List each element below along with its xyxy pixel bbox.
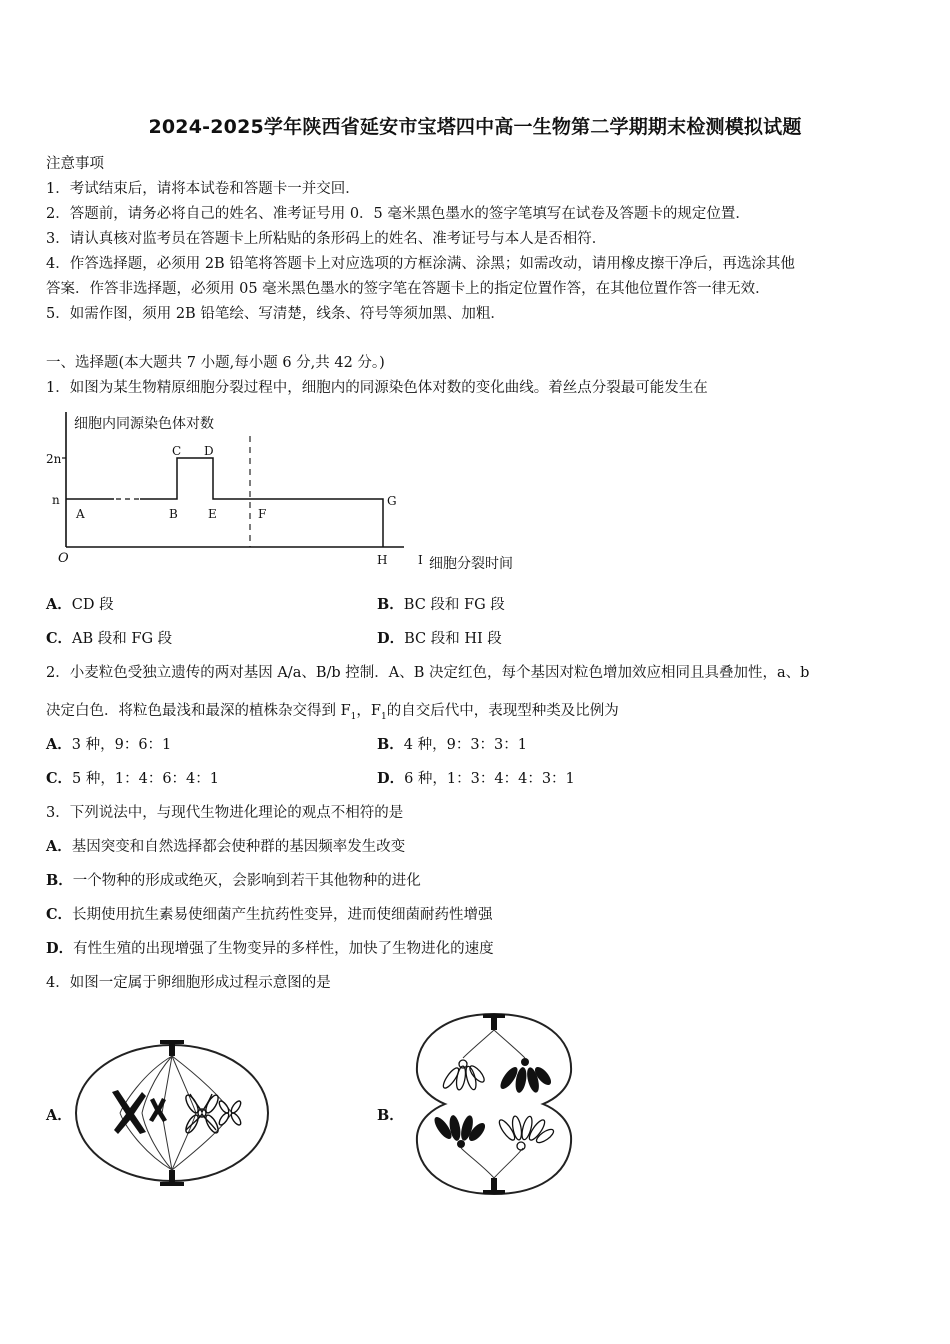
option-label: A．	[46, 596, 72, 613]
point-I: I	[418, 553, 423, 567]
chart-xlabel: 细胞分裂时间	[429, 556, 513, 572]
point-A: A	[76, 507, 85, 521]
q3-option-b[interactable]	[46, 869, 421, 890]
option-label: C．	[46, 906, 73, 923]
option-label: D．	[46, 940, 74, 957]
ytick-n: n	[52, 493, 60, 507]
point-F: F	[258, 507, 267, 521]
option-text: 有性生殖的出现增强了生物变异的多样性，加快了生物进化的速度	[73, 941, 494, 957]
option-label: C．	[46, 770, 73, 787]
q4-stem: 4．如图一定属于卵细胞形成过程示意图的是	[46, 975, 331, 991]
section-heading: 一、选择题(本大题共 7 小题,每小题 6 分,共 42 分。)	[46, 355, 385, 371]
point-G: G	[387, 494, 397, 508]
point-C: C	[172, 444, 182, 458]
notice-item-1: 1．考试结束后，请将本试卷和答题卡一并交回．	[46, 181, 360, 197]
point-E: E	[208, 507, 217, 521]
option-text: 一个物种的形成或绝灭，会影响到若干其他物种的进化	[72, 873, 421, 889]
option-label: D．	[377, 630, 405, 647]
option-label: B．	[377, 1107, 404, 1124]
q3-option-a[interactable]	[46, 835, 405, 856]
q1-option-d[interactable]	[377, 627, 502, 648]
notice-item-4: 4．作答选择题，必须用 2B 铅笔将答题卡上对应选项的方框涂满、涂黑；如需改动，请用橡皮擦干净后，再选涂其他	[46, 256, 795, 272]
q4-option-a[interactable]	[46, 1104, 72, 1125]
page-title: 2024-2025学年陕西省延安市宝塔四中高一生物第二学期期末检测模拟试题	[148, 116, 802, 138]
q1-stem: 1．如图为某生物精原细胞分裂过程中，细胞内的同源染色体对数的变化曲线。着丝点分裂最可能发生在	[46, 380, 708, 396]
option-text: 4 种，9：3：3：1	[403, 737, 528, 753]
q3-option-c[interactable]	[46, 903, 493, 924]
q2-stem-part-b: ，F	[356, 703, 381, 719]
chart-ylabel: 细胞内同源染色体对数	[74, 416, 214, 432]
option-text: 5 种，1：4：6：4：1	[72, 771, 220, 787]
point-B: B	[169, 507, 178, 521]
option-label: B．	[377, 596, 404, 613]
option-label: B．	[46, 872, 73, 889]
subscript-1: 1	[350, 711, 357, 722]
option-text: BC 段和 HI 段	[404, 631, 502, 647]
q2-stem-part-c: 的自交后代中，表现型种类及比例为	[386, 703, 619, 719]
q1-chart	[44, 404, 544, 580]
point-H: H	[377, 553, 388, 567]
q3-option-d[interactable]	[46, 937, 494, 958]
option-label: A．	[46, 838, 72, 855]
option-text: AB 段和 FG 段	[72, 631, 173, 647]
q2-option-c[interactable]	[46, 767, 219, 788]
q2-stem-part-a: 决定白色．将粒色最浅和最深的植株杂交得到 F	[46, 703, 351, 719]
point-D: D	[204, 444, 214, 458]
option-text: 3 种，9：6：1	[71, 737, 172, 753]
option-label: C．	[46, 630, 73, 647]
subscript-1: 1	[380, 711, 387, 722]
option-label: B．	[377, 736, 404, 753]
option-text: 基因突变和自然选择都会使种群的基因频率发生改变	[71, 839, 406, 855]
ytick-2n: 2n	[46, 452, 62, 466]
cell-diagram-a	[72, 1034, 272, 1192]
notice-item-3: 3．请认真核对监考员在答题卡上所粘贴的条形码上的姓名、准考证号与本人是否相符．	[46, 231, 607, 247]
chart-origin: O	[58, 551, 69, 566]
option-label: D．	[377, 770, 405, 787]
option-label: A．	[46, 736, 72, 753]
q3-stem: 3．下列说法中，与现代生物进化理论的观点不相符的是	[46, 805, 404, 821]
q1-option-b[interactable]	[377, 593, 505, 614]
notice-item-2: 2．答题前，请务必将自己的姓名、准考证号用 0．5 毫米黑色墨水的签字笔填写在试卷及答题卡的规定位置．	[46, 206, 750, 222]
q2-option-a[interactable]	[46, 733, 171, 754]
q1-option-a[interactable]	[46, 593, 114, 614]
notice-heading: 注意事项	[46, 156, 104, 172]
q1-option-c[interactable]	[46, 627, 172, 648]
cell-diagram-b	[413, 1010, 575, 1198]
option-label: A．	[46, 1107, 72, 1124]
notice-item-5: 5．如需作图，须用 2B 铅笔绘、写清楚，线条、符号等须加黑、加粗．	[46, 306, 505, 322]
q4-option-b[interactable]	[377, 1104, 404, 1125]
q2-stem-line1: 2．小麦粒色受独立遗传的两对基因 A/a、B/b 控制．A、B 决定红色，每个基因对粒色增加效应相同且具叠加性，a、b	[46, 665, 810, 681]
q2-option-b[interactable]	[377, 733, 527, 754]
option-text: BC 段和 FG 段	[403, 597, 505, 613]
q2-stem-line2	[46, 699, 619, 722]
option-text: 长期使用抗生素易使细菌产生抗药性变异，进而使细菌耐药性增强	[72, 907, 493, 923]
notice-item-4-cont: 答案．作答非选择题，必须用 05 毫米黑色墨水的签字笔在答题卡上的指定位置作答，在其他位置作答一律无效．	[46, 281, 770, 297]
option-text: 6 种，1：3：4：4：3：1	[404, 771, 575, 787]
option-text: CD 段	[71, 597, 114, 613]
q2-option-d[interactable]	[377, 767, 575, 788]
